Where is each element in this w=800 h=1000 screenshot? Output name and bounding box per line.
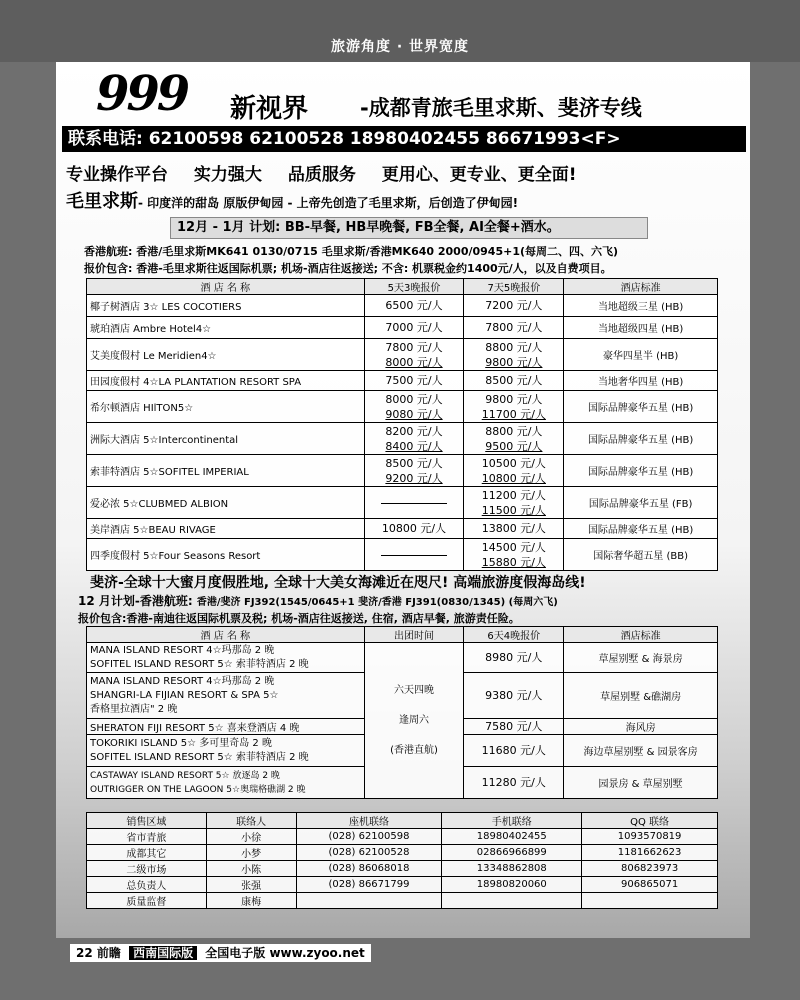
contact-person: 小梦 (206, 845, 296, 861)
package-price: 7580 元/人 (464, 719, 564, 735)
table-row (87, 487, 718, 519)
price-line: 9800 元/人 (485, 355, 543, 369)
hotel-name: 琥珀酒店 Ambre Hotel4☆ (87, 317, 365, 339)
mauritius-heading (66, 187, 518, 213)
page-number: 22 前瞻 (76, 946, 121, 960)
table-row (87, 391, 718, 423)
tagline-row (66, 160, 597, 185)
hotel-standard: 当地超级三星 (HB) (564, 295, 718, 317)
price-7d5n (464, 391, 564, 423)
hotel-line: OUTRIGGER ON THE LAGOON 5☆奥瑞格礁湖 2 晚 (90, 784, 306, 795)
qq (582, 893, 718, 909)
sales-region: 二级市场 (87, 861, 207, 877)
landline: (028) 62100528 (296, 845, 442, 861)
price-7d5n (464, 339, 564, 371)
price-7d5n: 13800 元/人 (464, 519, 564, 539)
hotel-name: 艾美度假村 Le Meridien4☆ (87, 339, 365, 371)
departure-info (364, 643, 464, 799)
price-line: 9080 元/人 (385, 407, 443, 421)
price-line: 8400 元/人 (385, 439, 443, 453)
package-hotels (87, 767, 365, 799)
qq: 1181662623 (582, 845, 718, 861)
hotel-standard: 国际品牌豪华五星 (HB) (564, 519, 718, 539)
contact-person: 康梅 (206, 893, 296, 909)
column-header: 酒店标准 (564, 279, 718, 295)
landline (296, 893, 442, 909)
price-7d5n (464, 455, 564, 487)
tagline-item: 实力强大 (193, 165, 262, 185)
package-standard: 海边草屋别墅 & 园景客房 (564, 735, 718, 767)
contacts-table (86, 812, 718, 909)
table-row (87, 519, 718, 539)
sales-region: 成都其它 (87, 845, 207, 861)
table-row (87, 423, 718, 455)
price-line: 9800 元/人 (485, 392, 543, 406)
contact-bar: 联系电话: 62100598 62100528 18980402455 86671993<F> (62, 126, 746, 152)
price-7d5n: 8500 元/人 (464, 371, 564, 391)
hotel-line: MANA ISLAND RESORT 4☆玛那岛 2 晚 (90, 675, 275, 687)
price-line: 8000 元/人 (385, 355, 443, 369)
price-line: 11700 元/人 (481, 407, 546, 421)
price-line: 11500 元/人 (481, 503, 546, 517)
qq: 1093570819 (582, 829, 718, 845)
website-link[interactable]: 全国电子版 www.zyoo.net (205, 946, 365, 960)
price-5d3n (364, 391, 464, 423)
table-header-row (87, 627, 718, 643)
price-line: 9200 元/人 (385, 471, 443, 485)
column-header: 5天3晚报价 (364, 279, 464, 295)
table-row (87, 371, 718, 391)
price-7d5n (464, 423, 564, 455)
departure-line: 逢周六 (399, 714, 429, 726)
table-header-row (87, 279, 718, 295)
fiji-plan-label: 12 月计划-香港航班: (78, 594, 193, 608)
brand-name: 新视界 (230, 94, 309, 124)
table-row (87, 295, 718, 317)
price-7d5n: 7200 元/人 (464, 295, 564, 317)
price-line: 9500 元/人 (485, 439, 543, 453)
mauritius-title: 毛里求斯 (66, 191, 138, 212)
hotel-line: SHANGRI-LA FIJIAN RESORT & SPA 5☆ (90, 689, 279, 701)
hotel-standard: 国际品牌豪华五星 (HB) (564, 423, 718, 455)
dash-line (381, 503, 447, 504)
mauritius-plan: 12月 - 1月 计划: BB-早餐, HB早晚餐, FB全餐, AI全餐+酒水。 (170, 217, 648, 239)
mauritius-flight: 香港航班: 香港/毛里求斯MK641 0130/0715 毛里求斯/香港MK640 2000/0945+1(每周二、四、六飞) (84, 245, 619, 258)
package-price: 11680 元/人 (464, 735, 564, 767)
tagline-item: 品质服务 (287, 165, 356, 185)
table-row (87, 643, 718, 673)
hotel-name: 田园度假村 4☆LA PLANTATION RESORT SPA (87, 371, 365, 391)
hotel-standard: 豪华四星半 (HB) (564, 339, 718, 371)
qq: 806823973 (582, 861, 718, 877)
departure-line: (香港直航) (390, 744, 438, 756)
table-row (87, 861, 718, 877)
hotel-standard: 国际品牌豪华五星 (HB) (564, 455, 718, 487)
package-standard: 园景房 & 草屋别墅 (564, 767, 718, 799)
table-row (87, 455, 718, 487)
fiji-plan (78, 592, 558, 609)
price-5d3n: 7500 元/人 (364, 371, 464, 391)
fiji-headline: 斐济-全球十大蜜月度假胜地, 全球十大美女海滩近在咫尺! 高端旅游度假海岛线! (90, 575, 586, 591)
page-footer (70, 944, 371, 962)
price-line: 11200 元/人 (481, 488, 546, 502)
hotel-name: 椰子树酒店 3☆ LES COCOTIERS (87, 295, 365, 317)
package-price: 9380 元/人 (464, 673, 564, 719)
fiji-plan-detail: 香港/斐济 FJ392(1545/0645+1 斐济/香港 FJ391(0830/1345) (每周六飞) (196, 597, 558, 608)
price-line: 10500 元/人 (481, 456, 546, 470)
package-standard: 海风房 (564, 719, 718, 735)
hotel-standard: 国际奢华超五星 (BB) (564, 539, 718, 571)
table-row (87, 339, 718, 371)
tagline-item: 专业操作平台 (66, 165, 168, 185)
hotel-line: CASTAWAY ISLAND RESORT 5☆ 放逐岛 2 晚 (90, 770, 280, 781)
table-row (87, 317, 718, 339)
hotel-name: 洲际大酒店 5☆Intercontinental (87, 423, 365, 455)
magazine-slogan: 旅游角度 · 世界宽度 (330, 39, 470, 55)
price-7d5n (464, 539, 564, 571)
landline: (028) 86671799 (296, 877, 442, 893)
dash-line (381, 555, 447, 556)
price-line: 7800 元/人 (385, 340, 443, 354)
landline: (028) 86068018 (296, 861, 442, 877)
hotel-standard: 国际品牌豪华五星 (FB) (564, 487, 718, 519)
price-5d3n: 10800 元/人 (364, 519, 464, 539)
table-row (87, 893, 718, 909)
hotel-name: 美岸酒店 5☆BEAU RIVAGE (87, 519, 365, 539)
column-header: 7天5晚报价 (464, 279, 564, 295)
table-row (87, 539, 718, 571)
qq: 906865071 (582, 877, 718, 893)
price-7d5n (464, 487, 564, 519)
package-standard: 草屋别墅 &礁湖房 (564, 673, 718, 719)
contact-person: 小陈 (206, 861, 296, 877)
price-5d3n: 7000 元/人 (364, 317, 464, 339)
price-line: 8800 元/人 (485, 424, 543, 438)
table-header-row (87, 813, 718, 829)
column-header: 酒 店 名 称 (87, 279, 365, 295)
package-hotels (87, 735, 365, 767)
sales-region: 质量监督 (87, 893, 207, 909)
sales-region: 省市青旅 (87, 829, 207, 845)
mobile: 13348862808 (442, 861, 582, 877)
price-5d3n-empty (364, 539, 464, 571)
price-5d3n (364, 455, 464, 487)
package-standard: 草屋别墅 & 海景房 (564, 643, 718, 673)
mobile: 18980402455 (442, 829, 582, 845)
mauritius-includes: 报价包含: 香港-毛里求斯往返国际机票; 机场-酒店往返接送; 不含: 机票税金约1400元/人，以及自费项目。 (84, 262, 612, 275)
fiji-includes: 报价包含:香港-南迪往返国际机票及税; 机场-酒店往返接送, 住宿, 酒店早餐, 旅游责任险。 (78, 612, 520, 625)
package-hotels: SHERATON FIJI RESORT 5☆ 喜来登酒店 4 晚 (87, 719, 365, 735)
table-row (87, 845, 718, 861)
price-5d3n (364, 339, 464, 371)
package-price: 11280 元/人 (464, 767, 564, 799)
table-row (87, 877, 718, 893)
fiji-table (86, 626, 718, 799)
hotel-line: MANA ISLAND RESORT 4☆玛那岛 2 晚 (90, 644, 275, 656)
package-hotels (87, 643, 365, 673)
tagline-item: 更用心、更专业、更全面! (381, 165, 577, 185)
brand-number: 999 (96, 66, 188, 122)
package-price: 8980 元/人 (464, 643, 564, 673)
price-line: 8200 元/人 (385, 424, 443, 438)
landline: (028) 62100598 (296, 829, 442, 845)
hotel-line: SOFITEL ISLAND RESORT 5☆ 索菲特酒店 2 晚 (90, 658, 309, 670)
departure-line: 六天四晚 (394, 684, 434, 696)
price-line: 15880 元/人 (481, 555, 546, 569)
mauritius-subtitle: - 印度洋的甜岛 原版伊甸园 - 上帝先创造了毛里求斯，后创造了伊甸园! (138, 196, 519, 210)
hotel-name: 爱必浓 5☆CLUBMED ALBION (87, 487, 365, 519)
sales-region: 总负责人 (87, 877, 207, 893)
price-5d3n: 6500 元/人 (364, 295, 464, 317)
route-title: -成都青旅毛里求斯、斐济专线 (360, 96, 642, 120)
mobile: 02866966899 (442, 845, 582, 861)
price-line: 8500 元/人 (385, 456, 443, 470)
price-line: 10800 元/人 (481, 471, 546, 485)
hotel-name: 索菲特酒店 5☆SOFITEL IMPERIAL (87, 455, 365, 487)
hotel-name: 希尔顿酒店 HIlTON5☆ (87, 391, 365, 423)
column-header: 酒 店 名 称 (87, 627, 365, 643)
hotel-line: SOFITEL ISLAND RESORT 5☆ 索菲特酒店 2 晚 (90, 751, 309, 763)
column-header: 6天4晚报价 (464, 627, 564, 643)
column-header: 销售区域 (87, 813, 207, 829)
column-header: 出团时间 (364, 627, 464, 643)
column-header: QQ 联络 (582, 813, 718, 829)
hotel-standard: 国际品牌豪华五星 (HB) (564, 391, 718, 423)
column-header: 座机联络 (296, 813, 442, 829)
price-line: 8800 元/人 (485, 340, 543, 354)
hotel-line: TOKORIKI ISLAND 5☆ 多可里奇岛 2 晚 (90, 737, 272, 749)
price-5d3n (364, 423, 464, 455)
column-header: 联络人 (206, 813, 296, 829)
contact-person: 张强 (206, 877, 296, 893)
price-7d5n: 7800 元/人 (464, 317, 564, 339)
hotel-standard: 当地奢华四星 (HB) (564, 371, 718, 391)
price-5d3n-empty (364, 487, 464, 519)
column-header: 酒店标准 (564, 627, 718, 643)
hotel-name: 四季度假村 5☆Four Seasons Resort (87, 539, 365, 571)
mauritius-table (86, 278, 718, 571)
hotel-line: 香格里拉酒店" 2 晚 (90, 703, 178, 715)
price-line: 8000 元/人 (385, 392, 443, 406)
table-row (87, 829, 718, 845)
mobile (442, 893, 582, 909)
mobile: 18980820060 (442, 877, 582, 893)
edition-label: 西南国际版 (129, 946, 197, 960)
contact-person: 小徐 (206, 829, 296, 845)
price-line: 14500 元/人 (481, 540, 546, 554)
hotel-standard: 当地超级四星 (HB) (564, 317, 718, 339)
column-header: 手机联络 (442, 813, 582, 829)
package-hotels (87, 673, 365, 719)
